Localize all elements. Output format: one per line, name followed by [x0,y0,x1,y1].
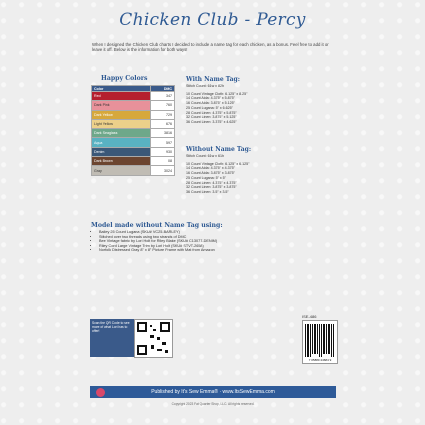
without-tag-line: 28 Count Linen: 4.375" x 4.375" [186,180,237,185]
color-swatch [92,119,151,128]
without-tag-line: 10 Count Vintage Cloth: 6.125" x 6.125" [186,161,250,166]
color-name: Aqua [94,140,103,145]
model-heading: Model made without Name Tag using: [91,222,223,229]
with-tag-section [186,76,247,125]
dmc-number: 729 [151,110,175,119]
footer-text: Published by It's Sew Emma® · www.ItsSewEmma.com [151,389,275,395]
dmc-number: 3024 [151,166,175,175]
color-swatch [92,138,151,147]
with-tag-line: 14 Count Aida: 4.375" x 5.875" [186,96,235,101]
model-list [91,230,331,253]
color-swatch [92,166,151,175]
color-name: Dark Yellow [94,112,113,117]
model-list-item: • Riley Cord Large Vintage Trim by Lori Holt (SKU# STVT-2658) [99,244,331,249]
sku-label: ISE-486 [302,314,317,319]
model-list-item: • Norfolk Distressed Gray 8" x 8" Picture Frame with Mat from Amazon [99,248,331,253]
color-swatch [92,157,151,166]
color-row [92,166,175,175]
copyright-text: Copyright 2023 Fat Quarter Shop, LLC. All rights reserved. [171,402,255,406]
dmc-number: 3816 [151,129,175,138]
qr-callout [90,319,134,357]
color-row [92,119,175,128]
color-row [92,147,175,156]
dmc-number: 597 [151,138,175,147]
with-tag-stitch-count: Stitch Count: 61w x 82h [186,84,224,88]
qr-code[interactable] [134,319,173,358]
qr-callout-text: Scan the QR Code to see more of what Lori has to offer! [92,321,130,333]
without-tag-stitch-count: Stitch Count: 61w x 61h [186,154,224,158]
dmc-number: 930 [151,147,175,156]
model-notes [91,222,331,253]
color-row [92,101,175,110]
with-tag-line: 28 Count Linen: 4.375" x 5.875" [186,110,237,115]
color-row [92,92,175,101]
dmc-number: 676 [151,119,175,128]
model-list-item: • Bee Vintage fabric by Lori Holt for Riley Blake (SKU# C13077-DENIM) [99,239,331,244]
dmc-number: 347 [151,92,175,101]
with-tag-line: 10 Count Vintage Cloth: 6.125" x 8.25" [186,91,248,96]
color-name: Light Yellow [94,122,113,127]
color-swatch [92,129,151,138]
barcode-number: 7 05880 44684 9 [308,358,332,362]
with-tag-line: 16 Count Aida: 3.875" x 5.125" [186,101,235,106]
without-tag-line: 36 Count Linen: 3.5" x 3.5" [186,189,229,194]
with-tag-line: 32 Count Linen: 3.875" x 5.125" [186,115,237,120]
qr-code-icon [135,320,172,357]
color-swatch [92,101,151,110]
without-tag-line: 25 Count Lugana: 5" x 5" [186,175,226,180]
color-swatch [92,110,151,119]
color-row [92,138,175,147]
dmc-number: 760 [151,101,175,110]
colors-table [91,85,175,176]
color-swatch [92,92,151,101]
model-list-item: • Stitched over two threads using two strands of DMC [99,235,331,240]
barcode-icon [303,321,337,363]
without-tag-line: 16 Count Aida: 3.875" x 3.875" [186,171,235,176]
color-row [92,157,175,166]
without-tag-heading: Without Name Tag: [186,146,252,153]
page-title: Chicken Club - Percy [119,10,306,30]
publisher-footer [90,386,336,398]
color-name: Dark Brown [94,159,113,164]
color-name: Denim [94,149,105,154]
color-name: Dark Seaglass [94,131,118,136]
color-row [92,110,175,119]
color-column-header: Color [92,86,151,92]
with-tag-heading: With Name Tag: [186,76,240,83]
without-tag-line: 32 Count Linen: 3.875" x 3.875" [186,185,237,190]
without-tag-line: 14 Count Aida: 4.375" x 4.375" [186,166,235,171]
color-name: Gray [94,168,102,173]
with-tag-line: 25 Count Lugana: 5" x 6.625" [186,105,233,110]
its-sew-emma-logo-icon [96,388,105,397]
model-list-item: • Bailey 25 Count Lugana (SKU# VC25-BARLEY) [99,230,331,235]
barcode [302,320,338,364]
dmc-number: 08 [151,157,175,166]
happy-colors-heading: Happy Colors [101,75,148,82]
color-swatch [92,147,151,156]
color-row [92,129,175,138]
color-name: Red [94,94,101,99]
dmc-column-header: DMC [151,86,175,92]
intro-text: When I designed the Chicken Club charts I decided to include a name tag for each chicken, as a bonus. Feel free to add it or leave it off. Below is the information for both ways! [92,42,329,53]
color-name: Dark Pink [94,103,110,108]
with-tag-line: 36 Count Linen: 3.375" x 4.625" [186,119,237,124]
without-tag-section [186,146,251,195]
